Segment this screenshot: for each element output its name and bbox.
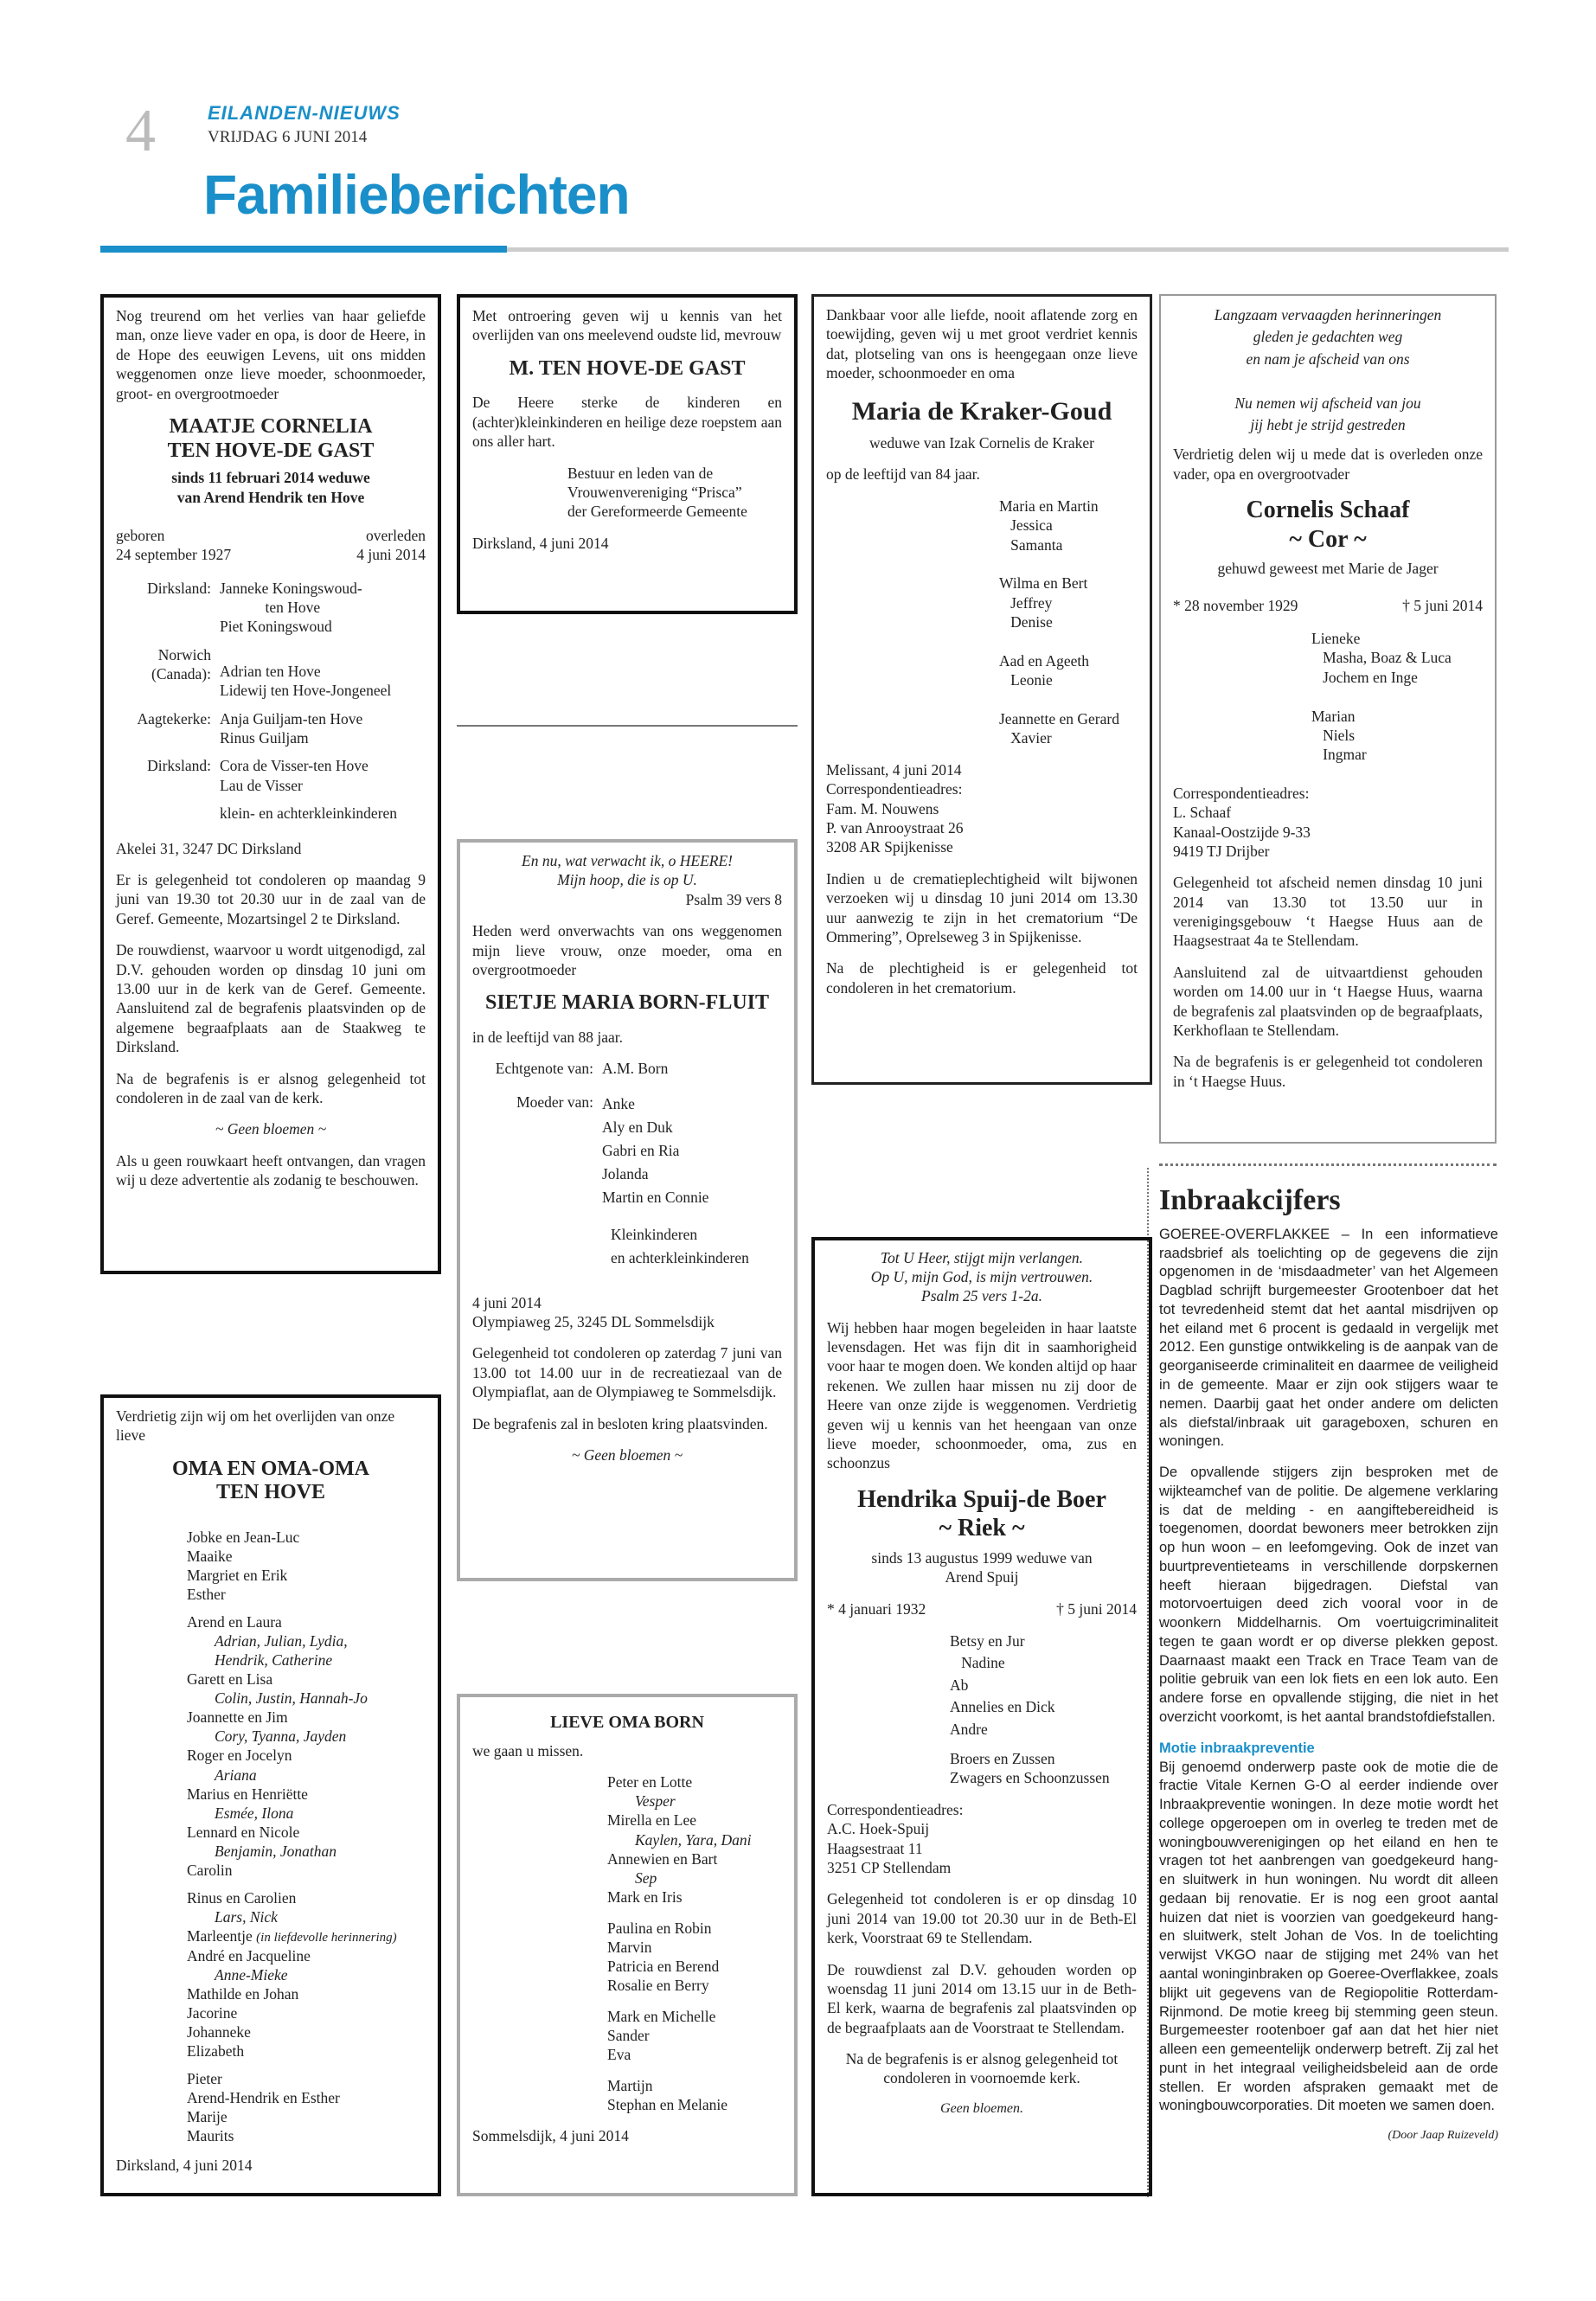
- notice-prisca: [457, 294, 798, 614]
- deceased-subtitle: sinds 11 februari 2014 weduwe van Arend Hendrik ten Hove: [171, 469, 370, 506]
- died-date: 4 juni 2014: [356, 546, 426, 564]
- correspondence-address: Melissant, 4 juni 2014 Correspondentieadres: Fam. M. Nouwens P. van Anrooystraat 26 3208 AR Spijkenisse: [826, 760, 964, 856]
- condolence-text: Na de plechtigheid is er gelegenheid tot condoleren in het crematorium.: [826, 959, 1138, 997]
- spouse-row: Echtgenote van: A.M. Born: [495, 1060, 669, 1078]
- obituary-ten-hove-de-gast: [100, 294, 441, 1274]
- notice-intro: we gaan u missen.: [472, 1742, 584, 1759]
- condolence-text: Na de begrafenis is er gelegenheid tot condoleren in ‘t Haegse Huus.: [1173, 1053, 1483, 1090]
- condolence-text: Gelegenheid tot condoleren is er op dinsdag 10 juni 2014 van 19.00 tot 20.30 uur in de Beth-El kerk, Voorstraat 69 te Stellendam.: [827, 1890, 1137, 1947]
- family-list: Peter en Lotte Vesper Mirella en Lee Kaylen, Yara, Dani Annewien en Bart Sep Mark en Iris Paulina en Robin Marvin Patricia en Berend Rosalie en Berry Mark en Michelle Sander Eva Martijn Stephan en Melanie: [607, 1773, 752, 2114]
- correspondence-address: Correspondentieadres: L. Schaaf Kanaal-Oostzijde 9-33 9419 TJ Drijber: [1173, 784, 1311, 860]
- notice-signature: Bestuur en leden van de Vrouwenvereniging “Prisca” der Gereformeerde Gemeente: [567, 464, 747, 521]
- notice-title: LIEVE OMA BORN: [550, 1713, 704, 1732]
- header-rule-accent: [100, 246, 507, 253]
- obituary-de-kraker-goud: [811, 294, 1152, 1085]
- after-text: Na de begrafenis is er alsnog gelegenheid tot condoleren in voornoemde kerk.: [845, 2050, 1118, 2087]
- section-title: Familieberichten: [203, 163, 630, 226]
- family-list: Maria en Martin Jessica Samanta Wilma en Bert Jeffrey Denise Aad en Ageeth Leonie Jeannette en Gerard Xavier: [999, 497, 1119, 747]
- cremation-text: Indien u de crematieplechtigheid wilt bijwonen verzoeken wij u dinsdag 10 juni 2014 om 13.30 uur aanwezig te zijn in het crematorium “De Ommering”, Oprelseweg 3 in Spijkenisse.: [826, 869, 1138, 945]
- page-number: 4: [125, 98, 156, 164]
- no-flowers: Geen bloemen.: [940, 2100, 1023, 2116]
- header-rule: [507, 247, 1509, 252]
- obituary-intro: Heden werd onverwachts van ons weggenomen mijn lieve vrouw, onze moeder, oma en overgrootmoeder: [472, 922, 782, 978]
- place-date: Dirksland, 4 juni 2014: [116, 2157, 253, 2175]
- deceased-name: M. TEN HOVE-DE GAST: [509, 356, 746, 380]
- family-list: Lieneke Masha, Boaz & Luca Jochem en Inge Marian Niels Ingmar: [1311, 630, 1452, 764]
- family-row: klein- en achterkleinkinderen: [220, 804, 398, 823]
- deceased-name: Maria de Kraker-Goud: [851, 396, 1112, 426]
- obituary-intro: Wij hebben haar mogen begeleiden in haar laatste levensdagen. Het was fijn dit in saamhorigheid voor haar te mogen doen. We konden altijd op haar rekenen. We zullen haar missen nu zij door de Heere van onze zijde is weggenomen. Verdrietig geven wij u kennis van het heengaan van onze lieve moeder, schoonmoeder, oma, zus en schoonzus: [827, 1318, 1137, 1472]
- newspaper-logo: EILANDEN-NIEUWS: [208, 102, 401, 124]
- condolence-text: Gelegenheid tot condoleren op zaterdag 7 juni van 13.00 tot 14.00 uur in de recreatiezaal van de Olympiaflat, aan de Olympiaweg te Sommelsdijk.: [472, 1344, 782, 1401]
- age: op de leeftijd van 84 jaar.: [826, 465, 980, 484]
- family-row: Aagtekerke: Anja Guiljam-ten Hove Rinus Guiljam: [137, 709, 363, 747]
- funeral-text: De begrafenis zal in besloten kring plaatsvinden.: [472, 1414, 768, 1433]
- obituary-intro: Dankbaar voor alle liefde, nooit aflatende zorg en toewijding, geven wij u met groot verdriet kennis dat, plotseling van ons is heengegaan onze lieve moeder, schoonmoeder en oma: [826, 306, 1138, 382]
- born-date: * 4 januari 1932: [827, 1599, 926, 1618]
- obituary-schaaf: [1159, 294, 1497, 1144]
- correspondence-address: Correspondentieadres: A.C. Hoek-Spuij Haagsestraat 11 3251 CP Stellendam: [827, 1800, 964, 1876]
- article-byline: (Door Jaap Ruizeveld): [1388, 2129, 1498, 2143]
- grandchildren: Kleinkinderen en achterkleinkinderen: [611, 1226, 749, 1267]
- address: Akelei 31, 3247 DC Dirksland: [116, 839, 302, 857]
- article-paragraph: De opvallende stijgers zijn besproken met de wijkteamchef van de politie. De algemene verklaring is dat de melding - en aangiftebereidheid is toegenomen, doordat bewoners meer betrokken zijn op hun woon – en leefomgeving. Ook de inzet van buurtpreventieteams in verschillende dorpskernen heeft hieraan bijgedragen. Diefstal van motorvoertuigen deed zich vooral voor in de woonkern Middelharnis. Om voertuigcriminaliteit tegen te gaan wordt er op diverse plekken gepost. Daarnaast maakt een Track en Trace Team van de politie gebruik van een lok fiets en een lok auto. Een andere forse en opvallende stijging, die niet in het overzicht voorkomt, is het aantal brandstofdiefstallen.: [1159, 1465, 1498, 1726]
- condolence-text: Er is gelegenheid tot condoleren op maandag 9 juni van 19.30 tot 20.30 uur in de zaal van de Geref. Gemeente, Mozartsingel 2 te Dirksland.: [116, 871, 426, 927]
- issue-date: VRIJDAG 6 JUNI 2014: [208, 128, 368, 146]
- notice-lieve-oma-born: [457, 1694, 798, 2196]
- obituary-born-fluit: [457, 839, 798, 1581]
- deceased-subtitle: weduwe van Izak Cornelis de Kraker: [869, 433, 1094, 452]
- place-date: Dirksland, 4 juni 2014: [472, 534, 609, 552]
- article-paragraph: GOEREE-OVERFLAKKEE – In een informatieve raadsbrief als toelichting op de gegevens die zijn opgenomen in de ‘misdaadmeter’ van het Algemeen Dagblad schrijft burgemeester Grootenboer dat het tot tevredenheid stemt dat het aantal misdrijven op het eiland met 6 procent is gedaald in vergelijk met 2012. Een gunstige ontwikkeling is de aanpak van de georganiseerde criminaliteit en daarmee de veiligheid in de gemeente. Maar er zijn ook stijgers waar te nemen. Daarbij gaat het onder andere om delicten als diefstal/inbraak uit garageboxen, schuren en woningen.: [1159, 1226, 1498, 1450]
- obituary-oma-ten-hove: [100, 1394, 441, 2196]
- deceased-name: Hendrika Spuij-de Boer ~ Riek ~: [857, 1485, 1106, 1542]
- scripture-quote: Tot U Heer, stijgt mijn verlangen. Op U, mijn God, is mijn vertrouwen. Psalm 25 vers 1-2a.: [870, 1249, 1093, 1304]
- service-text: De rouwdienst zal D.V. gehouden worden op woensdag 11 juni 2014 om 13.15 uur in de Beth-El kerk, waarna de begrafenis zal plaatsvinden op de begraafplaats aan de Voorstraat te Stellendam.: [827, 1960, 1137, 2036]
- place-date: Sommelsdijk, 4 juni 2014: [472, 2127, 629, 2145]
- article-subheading: Motie inbraakpreventie: [1159, 1740, 1315, 1756]
- obituary-intro: Nog treurend om het verlies van haar geliefde man, onze lieve vader en opa, is door de Heere, in de Hope des eeuwigen Levens, uit ons midden weggenomen onze lieve moeder, schoonmoeder, groot- en overgrootmoeder: [116, 307, 426, 402]
- notice-text: De Heere sterke de kinderen en (achter)kleinkinderen en heilige deze roepstem aan ons aller hart.: [472, 394, 782, 451]
- deceased-name: MAATJE CORNELIA TEN HOVE-DE GAST: [167, 414, 375, 462]
- poem: Langzaam vervaagden herinneringen gleden je gedachten weg en nam je afscheid van ons Nu nemen wij afscheid van jou jij hebt je strijd gestreden: [1214, 306, 1442, 433]
- born-date: 24 september 1927: [116, 546, 232, 564]
- article-title: Inbraakcijfers: [1159, 1184, 1341, 1216]
- siblings: Broers en Zussen Zwagers en Schoonzussen: [950, 1749, 1110, 1787]
- born-label: geboren: [116, 526, 165, 544]
- family-list: [116, 579, 426, 824]
- after-text: Na de begrafenis is er alsnog gelegenheid tot condoleren in de zaal van de kerk.: [116, 1069, 426, 1106]
- scripture-ref: Psalm 39 vers 8: [685, 890, 782, 908]
- obituary-intro: Verdrietig delen wij u mede dat is overleden onze vader, opa en overgrootvader: [1173, 445, 1483, 483]
- family-row: Dirksland: Janneke Koningswoud- ten Hove Piet Koningswoud: [147, 579, 362, 636]
- article-top-rule: [1159, 1163, 1497, 1166]
- farewell-text: Gelegenheid tot afscheid nemen dinsdag 10 juni 2014 van 13.30 tot 13.50 uur in verenigingsgebouw ‘t Haegse Huus aan de Haagsestraat 4a te Stellendam.: [1173, 874, 1483, 950]
- family-row: Norwich (Canada): Adrian ten Hove Lidewij ten Hove-Jongeneel: [151, 645, 392, 700]
- dates-row: [116, 526, 426, 565]
- died-date: † 5 juni 2014: [1402, 596, 1483, 614]
- died-date: † 5 juni 2014: [1056, 1599, 1137, 1618]
- deceased-name: Cornelis Schaaf ~ Cor ~: [1246, 497, 1410, 553]
- deceased-subtitle: gehuwd geweest met Marie de Jager: [1217, 560, 1439, 578]
- service-text: Aansluitend zal de uitvaartdienst gehouden worden om 14.00 uur in ‘t Haegse Huus, waarna de begrafenis zal plaatsvinden op de begraafplaats, Kerkhoflaan te Stellendam.: [1173, 963, 1483, 1040]
- children-row: Moeder van: Anke Aly en Duk Gabri en Ria Jolanda Martin en Connie: [516, 1093, 709, 1207]
- dates-row: [1173, 596, 1483, 615]
- born-date: * 28 november 1929: [1173, 596, 1298, 614]
- died-label: overleden: [366, 526, 426, 544]
- family-list: Jobke en Jean-Luc Maaike Margriet en Erik Esther Arend en Laura Adrian, Julian, Lydia, Hendrik, Catherine Garett en Lisa Colin, Justin, Hannah-Jo Joannette en Jim Cory, Tyanna, Jayden Roger en Jocelyn Ariana Marius en Henriëtte Esmée, Ilona Lennard en Nicole Benjamin, Jonathan Carolin Rinus en Carolien Lars, Nick Marleentje (in liefdevolle herinnering) André en Jacqueline Anne-Mieke Mathilde en Johan Jacorine Johanneke Elizabeth Pieter Arend-Hendrik en Esther Marije Maurits: [187, 1528, 397, 2145]
- family-list: Betsy en Jur Nadine Ab Annelies en Dick Andre: [950, 1632, 1055, 1738]
- no-flowers: ~ Geen bloemen ~: [215, 1120, 327, 1138]
- date-address: 4 juni 2014 Olympiaweg 25, 3245 DL Sommelsdijk: [472, 1293, 715, 1330]
- news-article: [1159, 1182, 1498, 2144]
- notice-intro: Met ontroering geven wij u kennis van het overlijden van ons meelevend oudste lid, mevrouw: [472, 307, 782, 344]
- dates-row: [827, 1599, 1137, 1618]
- divider: [457, 725, 798, 727]
- deceased-name: SIETJE MARIA BORN-FLUIT: [484, 991, 770, 1015]
- scripture-quote: En nu, wat verwacht ik, o HEERE! Mijn hoop, die is op U.: [522, 852, 733, 889]
- deceased-subtitle: sinds 13 augustus 1999 weduwe van Arend Spuij: [871, 1548, 1093, 1586]
- service-text: De rouwdienst, waarvoor u wordt uitgenodigd, zal D.V. gehouden worden op dinsdag 10 juni om 13.00 uur in de kerk van de Geref. Gemeente. Aansluitend zal de begrafenis plaatsvinden op de algemene begraafplaats aan de Staakweg te Dirksland.: [116, 941, 426, 1056]
- obituary-spuij-de-boer: [811, 1237, 1152, 2196]
- article-paragraph: Bij genoemd onderwerp paste ook de motie die de fractie Vitale Kernen G-O al eerder indiende over Inbraakpreventie woningen. In deze motie wordt het college opgeroepen om in overleg te treden met de woningbouwverenigingen op het eiland en hen te vragen tot het aanbrengen van goedgekeurd hang- en sluitwerk in hun woningen. Nu wordt dit alleen gedaan bij renovatie. Er is nog een groot aantal huizen dat niet is voorzien van goedgekeurd hang- en sluitwerk, stelt Johan de Vos. In de toelichting verwijst VKGO naar de stijging met 24% van het aantal woninginbraken op Goeree-Overflakkee, zoals blijkt uit gegevens van de Regiopolitie Rotterdam-Rijnmond. De motie kreeg bij stemming geen steun. Burgemeester rootenboer gaf aan dat het hier niet alleen een gemeentelijk onderwerp betreft. Zij zal het punt in het integraal veiligheidsbeleid aan de orde stellen. Er worden afspraken gemaakt met de woningbouwcorporaties. Dit moeten we samen doen.: [1159, 1759, 1498, 2114]
- obituary-intro: Verdrietig zijn wij om het overlijden van onze lieve: [116, 1407, 395, 1445]
- no-flowers: ~ Geen bloemen ~: [571, 1445, 683, 1464]
- age: in de leeftijd van 88 jaar.: [472, 1028, 623, 1046]
- family-row: Dirksland: Cora de Visser-ten Hove Lau de Visser: [147, 757, 369, 794]
- card-note: Als u geen rouwkaart heeft ontvangen, dan vragen wij u deze advertentie als zodanig te beschouwen.: [116, 1151, 426, 1189]
- deceased-name: OMA EN OMA-OMA TEN HOVE: [172, 1457, 369, 1504]
